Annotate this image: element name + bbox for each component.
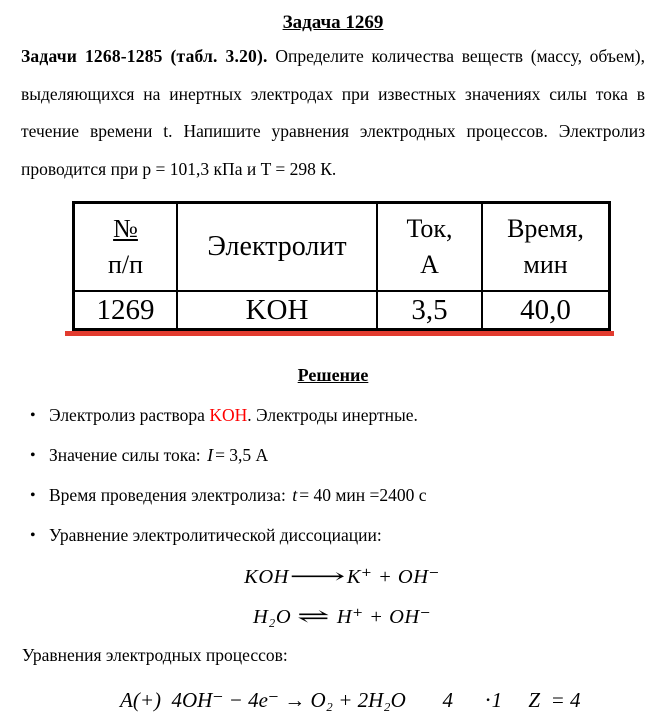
solution-bullet-list [21,404,645,547]
eq2-right: H⁺ + OH⁻ [336,606,432,628]
electrode-processes-heading: Уравнения электродных процессов: [22,645,288,665]
list-item [30,524,645,547]
bullet2-value: = 3,5 А [215,445,269,465]
equation-water-equilibrium [39,604,645,630]
right-arrow-icon: ⟶ [289,566,347,588]
bullet1-electrolyte-highlight: KOH [209,405,248,425]
bullet3-label: Время проведения электролиза: [49,485,291,505]
col-header-time-label: Время, [507,214,584,243]
page-title: Задача 1269 [282,12,384,33]
col-header-number-sub: п/п [107,250,144,279]
eq1-right: K⁺ + OH⁻ [346,566,440,588]
equilibrium-arrow-icon: ⇌ [297,606,331,628]
bullet2-label: Значение силы тока: [49,445,206,465]
col-header-number-sign: № [113,214,138,243]
list-item [30,404,645,427]
bullet1-prefix: Электролиз раствора [49,405,210,425]
bullet-icon: • [30,487,36,504]
bullet3-variable: t [292,485,298,505]
eq2-left: H₂O [252,606,292,628]
bullet-icon: • [30,447,36,464]
bullet1-suffix: . Электроды инертные. [247,405,418,425]
cell-time: 40,0 [482,291,610,330]
col-header-current-unit: А [420,250,439,279]
intro-body-text: Определите количества веществ (массу, объем), выделяющихся на инертных электродах при известных значениях силы тока в течение времени t. Напишите уравнения электродных процессов. Электролиз проводится при p = 101,3 кПа и T = 298 К. [21,46,645,179]
eq1-left: KOH [244,566,289,588]
bullet-icon: • [30,407,36,424]
table-data-row [74,291,610,330]
bullet4-label: Уравнение электролитической диссоциации: [49,525,382,545]
dissociation-equations [39,564,645,630]
table-header-row [74,203,610,292]
col-header-current [377,203,482,292]
bullet-icon: • [30,527,36,544]
cell-electrolyte: KOH [177,291,377,330]
bullet-electrolysis-text [49,404,418,427]
col-header-electrolyte: Электролит [177,203,377,292]
list-item [30,484,645,507]
col-header-time [482,203,610,292]
bullet-current-text [49,444,268,467]
red-underline-bar [65,331,614,336]
col-header-current-label: Ток, [406,214,453,243]
bullet-time-text [49,484,427,507]
list-item [30,444,645,467]
col-header-time-unit: мин [523,250,568,279]
col-header-number [74,203,178,292]
bullet3-value: = 40 мин =2400 с [299,485,427,505]
solution-heading: Решение [297,365,369,385]
equation-koh-dissociation [39,564,645,590]
cell-current: 3,5 [377,291,482,330]
conditions-table [72,201,611,331]
intro-bold-lead: Задачи 1268-1285 (табл. 3.20). [21,46,268,66]
intro-paragraph [21,38,645,188]
cell-problem-number: 1269 [74,291,178,330]
anode-process-equation: A(+) 4OH⁻ − 4e⁻ → O₂ + 2H₂O 4 ⋅1 Z = 4 [120,688,581,712]
bullet2-variable: I [207,445,214,465]
